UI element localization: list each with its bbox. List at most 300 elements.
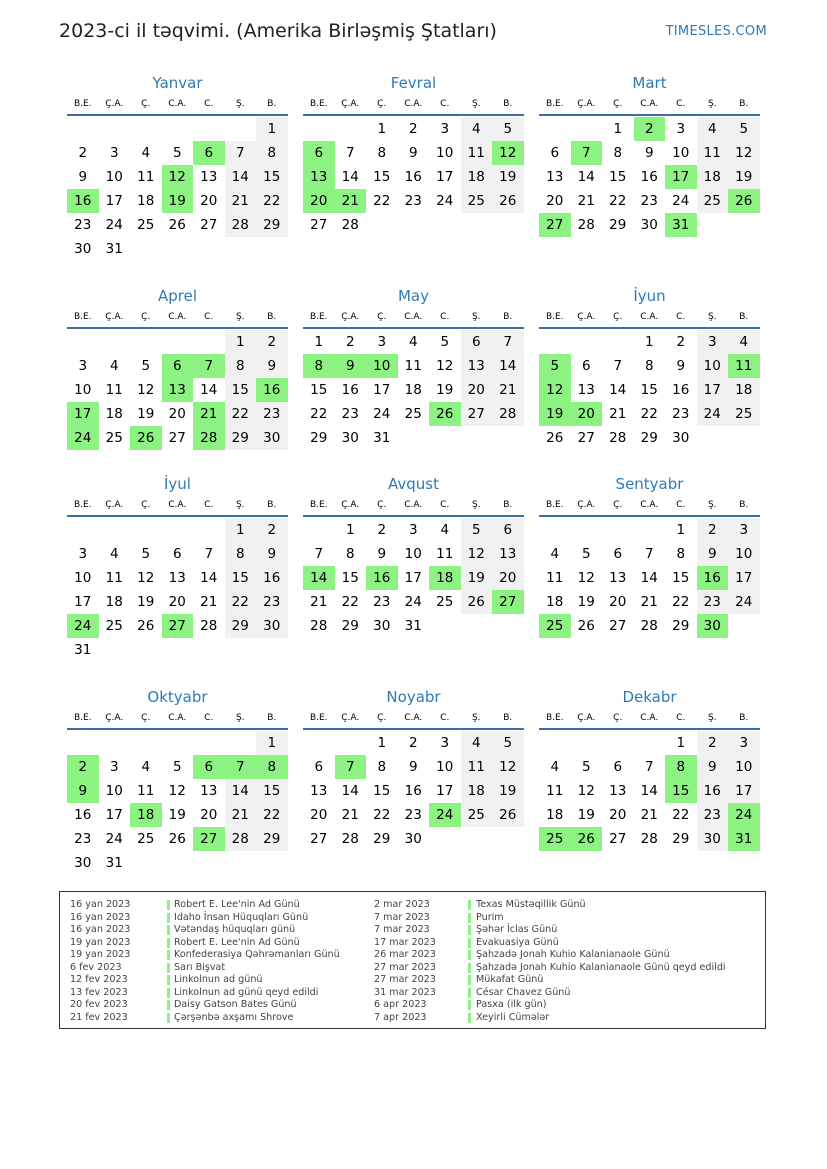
day-cell: 22	[256, 803, 288, 827]
weekday-label: C.	[676, 312, 686, 322]
month-7	[67, 473, 288, 662]
day-cell: 26	[168, 217, 186, 233]
holiday-day-cell: 20	[303, 189, 335, 213]
weekday-label: Ş.	[235, 713, 245, 723]
day-cell: 14	[577, 169, 595, 185]
day-cell: 11	[546, 570, 564, 586]
holiday-date: 21 fev 2023	[70, 1011, 128, 1023]
holiday-day-cell: 17	[665, 165, 697, 189]
day-cell: 27	[168, 430, 186, 446]
day-cell: 11	[461, 141, 493, 165]
empty-cell	[539, 330, 571, 354]
holiday-row	[70, 899, 370, 912]
day-cell: 23	[373, 594, 391, 610]
holiday-day-cell: 16	[366, 566, 398, 590]
holiday-day-cell: 26	[728, 189, 760, 213]
header-rule	[303, 114, 524, 116]
day-cell: 15	[256, 779, 288, 803]
day-cell: 22	[672, 594, 690, 610]
month-12	[539, 686, 760, 851]
day-cell: 10	[74, 570, 92, 586]
day-cell: 28	[225, 213, 257, 237]
holiday-name: Daisy Gatson Bates Günü	[174, 999, 297, 1010]
holiday-row	[70, 987, 370, 1000]
month-name: Dekabr	[622, 688, 677, 706]
brand-link[interactable]: TIMESLES.COM	[665, 24, 767, 39]
day-cell: 19	[436, 382, 454, 398]
holiday-date: 26 mar 2023	[374, 949, 436, 960]
day-cell: 17	[74, 594, 92, 610]
month-9	[539, 473, 760, 638]
holiday-name: Konfederasiya Qəhrəmanları Günü	[174, 949, 340, 960]
day-cell: 11	[436, 546, 454, 562]
day-cell: 28	[200, 618, 218, 634]
day-grid	[67, 731, 288, 875]
empty-cell	[193, 117, 225, 141]
day-cell: 11	[697, 141, 729, 165]
day-cell: 4	[440, 522, 450, 538]
day-cell: 17	[404, 570, 422, 586]
weekday-label: Ç.	[141, 713, 151, 723]
day-cell: 12	[577, 783, 595, 799]
holiday-marker	[468, 925, 471, 935]
day-cell: 22	[256, 189, 288, 213]
day-cell: 1	[225, 330, 257, 354]
day-cell: 5	[492, 731, 524, 755]
day-cell: 5	[141, 358, 151, 374]
holiday-date: 19 yan 2023	[70, 949, 131, 960]
empty-cell	[67, 330, 99, 354]
day-cell: 14	[609, 382, 627, 398]
day-grid	[67, 117, 288, 261]
holiday-day-cell: 20	[571, 402, 603, 426]
holiday-marker	[167, 900, 170, 910]
day-cell: 3	[440, 735, 450, 751]
day-cell: 21	[200, 594, 218, 610]
weekday-label: C.A.	[640, 713, 659, 723]
day-cell: 3	[109, 759, 119, 775]
day-cell: 1	[314, 334, 324, 350]
holiday-marker	[468, 900, 471, 910]
holiday-day-cell: 27	[193, 827, 225, 851]
weekday-label: Ç.	[141, 312, 151, 322]
day-cell: 29	[341, 618, 359, 634]
weekday-label: C.	[204, 312, 214, 322]
day-cell: 29	[256, 827, 288, 851]
holiday-row	[374, 987, 764, 1000]
day-cell: 30	[672, 430, 690, 446]
day-cell: 25	[137, 831, 155, 847]
empty-cell	[225, 117, 257, 141]
holiday-day-cell: 25	[539, 827, 571, 851]
weekday-label: B.E.	[545, 312, 564, 322]
weekday-label: C.A.	[640, 312, 659, 322]
holiday-marker	[167, 938, 170, 948]
day-cell: 15	[373, 783, 391, 799]
empty-cell	[99, 731, 131, 755]
empty-cell	[99, 330, 131, 354]
day-cell: 7	[492, 330, 524, 354]
header-rule	[67, 515, 288, 517]
day-cell: 13	[168, 570, 186, 586]
holiday-row	[374, 1012, 764, 1025]
day-cell: 12	[577, 570, 595, 586]
holiday-day-cell: 28	[193, 426, 225, 450]
day-cell: 4	[550, 759, 560, 775]
day-cell: 11	[137, 169, 155, 185]
weekday-label: B.E.	[545, 99, 564, 109]
day-cell: 15	[225, 566, 257, 590]
day-cell: 17	[105, 193, 123, 209]
month-name: İyul	[164, 475, 191, 493]
day-cell: 15	[310, 382, 328, 398]
day-cell: 2	[697, 518, 729, 542]
holiday-marker	[468, 950, 471, 960]
day-cell: 2	[345, 334, 355, 350]
day-cell: 3	[78, 358, 88, 374]
day-cell: 1	[676, 735, 686, 751]
day-cell: 10	[105, 783, 123, 799]
day-cell: 26	[168, 831, 186, 847]
day-cell: 13	[461, 354, 493, 378]
holiday-day-cell: 15	[665, 779, 697, 803]
day-cell: 7	[204, 546, 214, 562]
empty-cell	[99, 518, 131, 542]
month-11	[303, 686, 524, 851]
day-cell: 8	[613, 145, 623, 161]
holiday-marker	[167, 925, 170, 935]
holiday-marker	[468, 913, 471, 923]
day-cell: 9	[676, 358, 686, 374]
weekday-label: Ç.A.	[341, 713, 360, 723]
weekday-label: Ç.	[613, 99, 623, 109]
empty-cell	[67, 117, 99, 141]
day-cell: 26	[546, 430, 564, 446]
holiday-day-cell: 2	[634, 117, 666, 141]
weekday-label: Ş.	[707, 500, 717, 510]
month-name: Fevral	[390, 74, 437, 92]
holiday-marker	[167, 913, 170, 923]
weekday-label: C.	[440, 713, 450, 723]
holiday-date: 27 mar 2023	[374, 961, 436, 973]
day-cell: 9	[644, 145, 654, 161]
day-cell: 2	[78, 145, 88, 161]
day-cell: 28	[577, 217, 595, 233]
header-rule	[539, 515, 760, 517]
holiday-day-cell: 26	[130, 426, 162, 450]
day-cell: 11	[461, 755, 493, 779]
holiday-list	[59, 891, 766, 1029]
holiday-row	[374, 899, 764, 912]
day-cell: 29	[225, 614, 257, 638]
holiday-day-cell: 18	[130, 803, 162, 827]
day-cell: 26	[577, 618, 595, 634]
empty-cell	[571, 117, 603, 141]
day-cell: 20	[200, 807, 218, 823]
day-cell: 7	[345, 145, 355, 161]
empty-cell	[303, 731, 335, 755]
holiday-day-cell: 11	[728, 354, 760, 378]
empty-cell	[602, 518, 634, 542]
weekday-label: C.A.	[404, 713, 423, 723]
weekday-label: B.E.	[545, 713, 564, 723]
day-cell: 4	[728, 330, 760, 354]
day-cell: 11	[105, 570, 123, 586]
day-cell: 19	[461, 566, 493, 590]
day-cell: 10	[697, 354, 729, 378]
day-cell: 18	[105, 406, 123, 422]
empty-cell	[130, 117, 162, 141]
weekday-label: Ç.	[377, 312, 387, 322]
day-cell: 16	[672, 382, 690, 398]
day-cell: 12	[168, 783, 186, 799]
day-cell: 25	[461, 803, 493, 827]
empty-cell	[67, 731, 99, 755]
empty-cell	[303, 518, 335, 542]
day-cell: 26	[492, 189, 524, 213]
weekday-label: B.	[267, 99, 277, 109]
day-cell: 13	[577, 382, 595, 398]
holiday-name: Linkolnun ad günü qeyd edildi	[174, 986, 319, 998]
weekday-label: C.	[204, 500, 214, 510]
day-cell: 7	[314, 546, 324, 562]
header-rule	[539, 327, 760, 329]
weekday-label: C.	[204, 99, 214, 109]
weekday-label: Ş.	[471, 713, 481, 723]
weekday-label: Ç.	[613, 500, 623, 510]
holiday-row	[70, 974, 370, 987]
day-cell: 18	[546, 594, 564, 610]
day-cell: 5	[492, 117, 524, 141]
day-cell: 2	[408, 121, 418, 137]
day-cell: 21	[609, 406, 627, 422]
day-cell: 16	[341, 382, 359, 398]
weekday-label: C.A.	[404, 99, 423, 109]
holiday-name: Xeyirli Cümələr	[476, 1011, 550, 1023]
day-cell: 28	[341, 831, 359, 847]
day-cell: 19	[168, 807, 186, 823]
holiday-day-cell: 6	[303, 141, 335, 165]
day-cell: 9	[697, 542, 729, 566]
day-cell: 14	[640, 783, 658, 799]
month-6	[539, 285, 760, 450]
day-cell: 23	[341, 406, 359, 422]
month-name: Mart	[632, 74, 667, 92]
day-cell: 17	[105, 807, 123, 823]
day-cell: 24	[105, 217, 123, 233]
holiday-day-cell: 7	[571, 141, 603, 165]
day-cell: 1	[225, 518, 257, 542]
empty-cell	[539, 518, 571, 542]
weekday-label: Ç.	[377, 500, 387, 510]
empty-cell	[162, 117, 194, 141]
header-rule	[539, 728, 760, 730]
weekday-label: Ş.	[235, 312, 245, 322]
day-cell: 23	[74, 831, 92, 847]
day-cell: 22	[341, 594, 359, 610]
month-name: Aprel	[157, 287, 198, 305]
day-cell: 31	[373, 430, 391, 446]
day-cell: 5	[581, 759, 591, 775]
holiday-date: 31 mar 2023	[374, 986, 436, 998]
holiday-date: 16 yan 2023	[70, 911, 131, 923]
day-cell: 9	[408, 145, 418, 161]
day-cell: 21	[310, 594, 328, 610]
holiday-row	[374, 999, 764, 1012]
day-cell: 9	[256, 542, 288, 566]
day-cell: 30	[74, 855, 92, 871]
holiday-column-right	[374, 899, 764, 1024]
weekday-label: C.A.	[168, 713, 187, 723]
day-cell: 24	[728, 590, 760, 614]
day-cell: 29	[256, 213, 288, 237]
weekday-label: C.A.	[168, 312, 187, 322]
day-cell: 4	[109, 358, 119, 374]
empty-cell	[634, 731, 666, 755]
holiday-day-cell: 8	[303, 354, 335, 378]
holiday-day-cell: 27	[162, 614, 194, 638]
day-cell: 17	[697, 378, 729, 402]
day-cell: 9	[408, 759, 418, 775]
day-cell: 6	[492, 518, 524, 542]
day-cell: 17	[373, 382, 391, 398]
day-cell: 4	[550, 546, 560, 562]
holiday-day-cell: 16	[697, 566, 729, 590]
day-cell: 25	[461, 189, 493, 213]
day-cell: 13	[200, 783, 218, 799]
day-cell: 28	[609, 430, 627, 446]
empty-cell	[602, 330, 634, 354]
holiday-marker	[468, 1013, 471, 1023]
day-cell: 30	[74, 241, 92, 257]
day-cell: 6	[581, 358, 591, 374]
weekday-label: Ç.A.	[105, 713, 124, 723]
weekday-label: C.	[676, 500, 686, 510]
holiday-day-cell: 21	[193, 402, 225, 426]
holiday-day-cell: 19	[539, 402, 571, 426]
weekday-header	[67, 307, 288, 327]
month-name: Sentyabr	[615, 475, 684, 493]
day-cell: 14	[225, 779, 257, 803]
holiday-row	[70, 1012, 370, 1025]
day-cell: 7	[644, 546, 654, 562]
day-cell: 27	[310, 217, 328, 233]
weekday-label: Ç.	[141, 500, 151, 510]
holiday-day-cell: 26	[429, 402, 461, 426]
day-cell: 20	[546, 193, 564, 209]
month-name: Avqust	[388, 475, 439, 493]
day-cell: 13	[492, 542, 524, 566]
day-cell: 14	[200, 570, 218, 586]
day-cell: 22	[609, 193, 627, 209]
holiday-name: Idaho İnsan Hüquqları Günü	[174, 911, 309, 923]
holiday-day-cell: 7	[225, 755, 257, 779]
day-cell: 19	[577, 807, 595, 823]
holiday-date: 13 fev 2023	[70, 986, 128, 998]
day-cell: 29	[640, 430, 658, 446]
weekday-label: B.E.	[73, 713, 92, 723]
day-cell: 23	[404, 807, 422, 823]
day-cell: 9	[697, 755, 729, 779]
holiday-marker	[468, 1000, 471, 1010]
holiday-name: Robert E. Lee'nin Ad Günü	[174, 899, 300, 910]
day-cell: 19	[577, 594, 595, 610]
holiday-date: 2 mar 2023	[374, 899, 430, 910]
empty-cell	[571, 518, 603, 542]
day-cell: 2	[256, 330, 288, 354]
holiday-name: Şahzadə Jonah Kuhio Kalanianaole Günü qeyd edildi	[476, 961, 726, 973]
holiday-day-cell: 10	[366, 354, 398, 378]
day-cell: 21	[492, 378, 524, 402]
day-cell: 5	[461, 518, 493, 542]
day-cell: 12	[728, 141, 760, 165]
month-name: May	[397, 287, 429, 305]
holiday-day-cell: 18	[429, 566, 461, 590]
day-cell: 25	[697, 189, 729, 213]
day-grid	[303, 518, 524, 638]
holiday-day-cell: 13	[303, 165, 335, 189]
day-cell: 8	[256, 141, 288, 165]
holiday-day-cell: 6	[162, 354, 194, 378]
header-rule	[539, 114, 760, 116]
day-cell: 14	[200, 382, 218, 398]
day-cell: 2	[408, 735, 418, 751]
holiday-row	[70, 949, 370, 962]
holiday-day-cell: 26	[571, 827, 603, 851]
day-cell: 1	[377, 735, 387, 751]
day-cell: 21	[225, 803, 257, 827]
day-cell: 15	[640, 382, 658, 398]
day-cell: 19	[137, 594, 155, 610]
day-cell: 29	[310, 430, 328, 446]
holiday-marker	[468, 963, 471, 973]
day-grid	[539, 330, 760, 450]
empty-cell	[130, 518, 162, 542]
weekday-label: C.A.	[404, 500, 423, 510]
day-cell: 23	[640, 193, 658, 209]
weekday-label: Ç.A.	[341, 99, 360, 109]
weekday-label: B.	[503, 713, 513, 723]
day-cell: 25	[728, 402, 760, 426]
weekday-label: B.E.	[309, 713, 328, 723]
month-1	[67, 72, 288, 261]
empty-cell	[602, 731, 634, 755]
day-cell: 25	[137, 217, 155, 233]
weekday-label: C.	[676, 99, 686, 109]
holiday-date: 7 mar 2023	[374, 924, 430, 935]
day-cell: 29	[672, 831, 690, 847]
holiday-row	[70, 924, 370, 937]
day-cell: 14	[640, 570, 658, 586]
day-cell: 20	[168, 406, 186, 422]
empty-cell	[571, 330, 603, 354]
day-cell: 28	[225, 827, 257, 851]
header-rule	[67, 728, 288, 730]
day-cell: 30	[404, 831, 422, 847]
header-rule	[303, 327, 524, 329]
day-cell: 20	[168, 594, 186, 610]
holiday-name: Vətəndaş hüquqları günü	[174, 924, 296, 935]
month-name: Oktyabr	[147, 688, 208, 706]
weekday-label: B.	[503, 500, 513, 510]
day-cell: 18	[461, 779, 493, 803]
weekday-label: C.A.	[168, 500, 187, 510]
holiday-date: 20 fev 2023	[70, 999, 128, 1010]
empty-cell	[193, 731, 225, 755]
day-cell: 24	[436, 193, 454, 209]
month-4	[67, 285, 288, 450]
day-cell: 21	[577, 193, 595, 209]
